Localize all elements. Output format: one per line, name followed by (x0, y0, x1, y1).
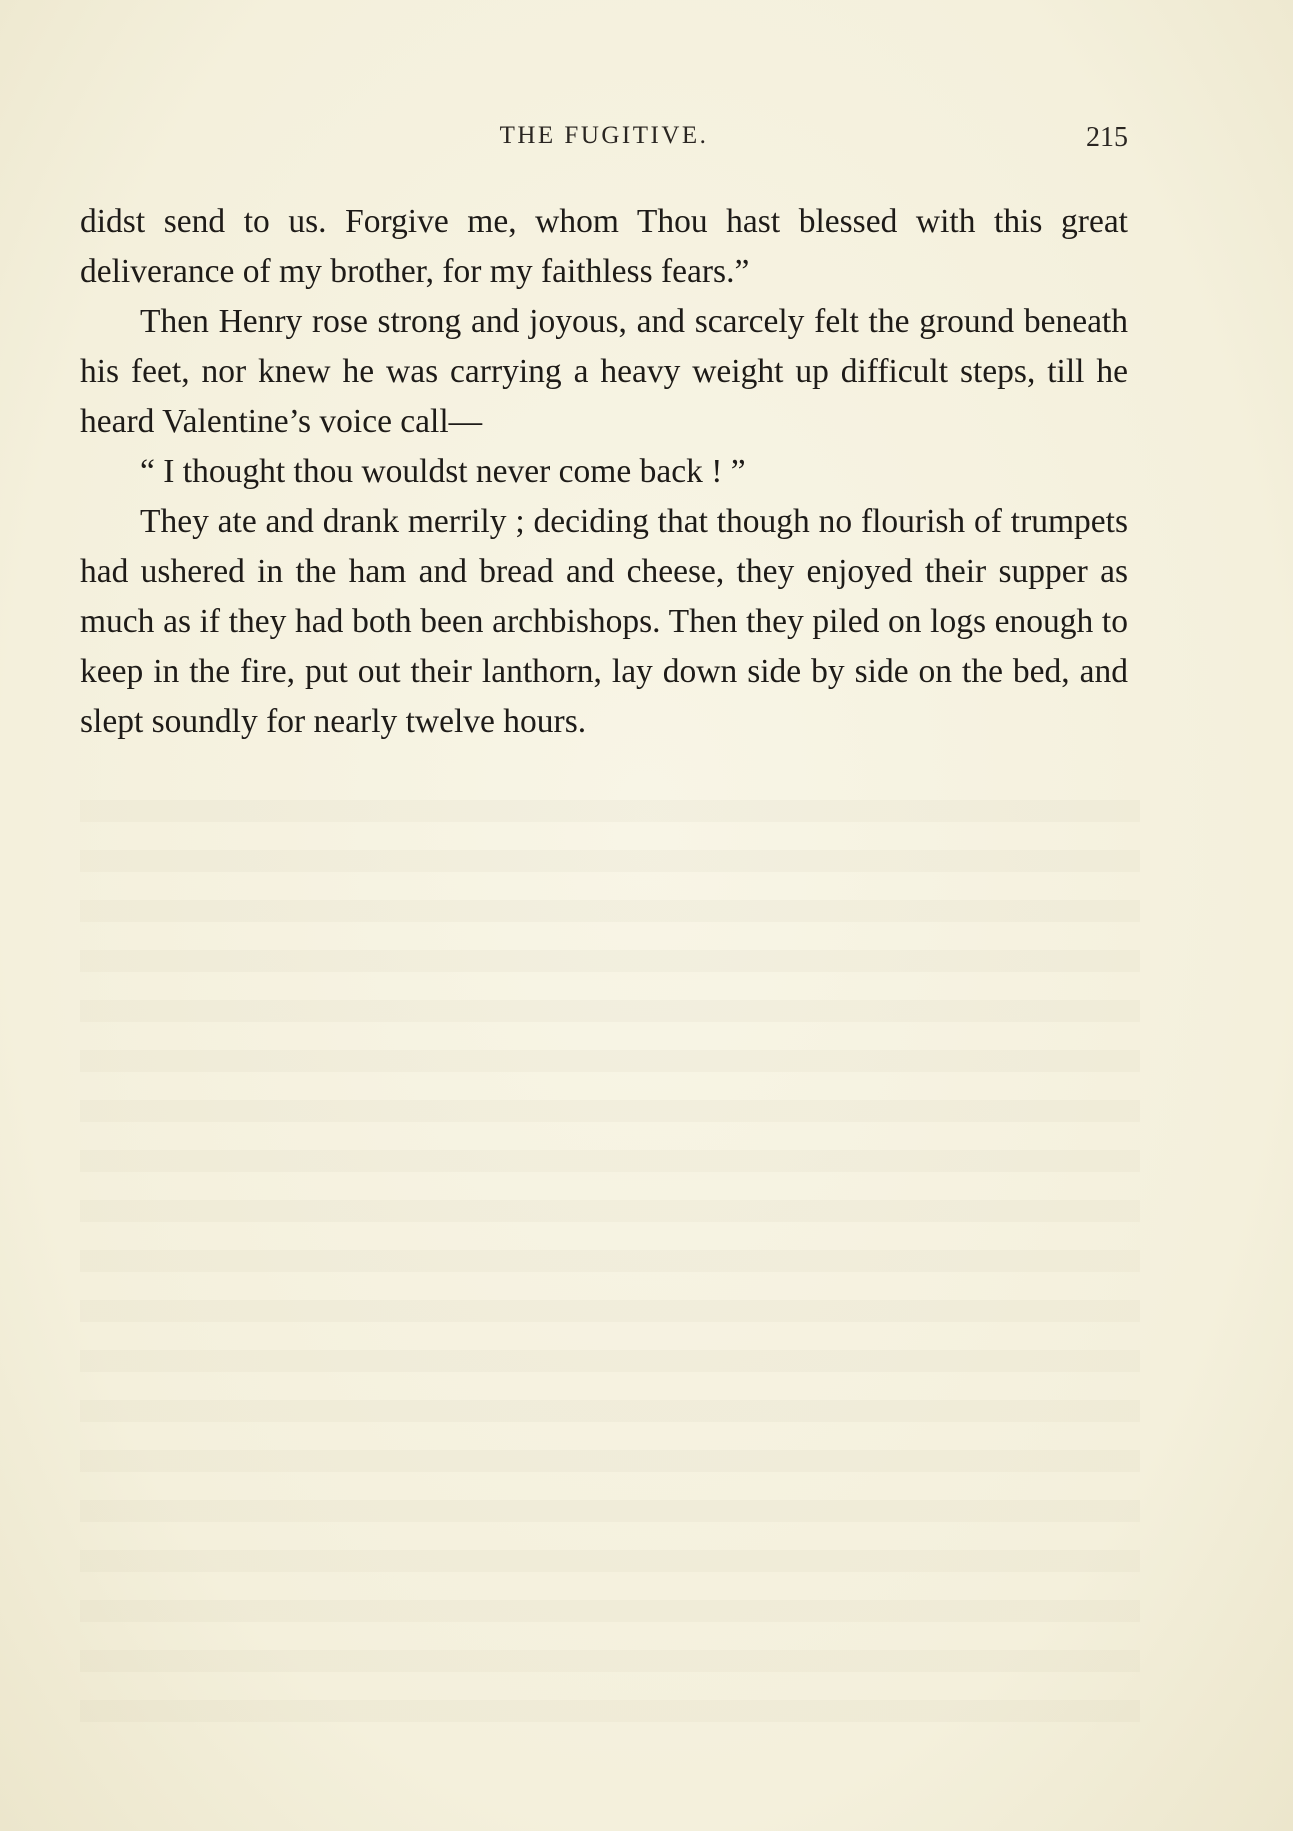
page-number: 215 (1086, 122, 1128, 153)
page-header (80, 122, 1128, 162)
paragraph-1: didst send to us. Forgive me, whom Thou hast blessed with this great deliverance of my brother, for my faithless fears.” (80, 203, 1128, 290)
paragraph-3: “ I thought thou wouldst never come back ! ” (140, 453, 746, 490)
paragraph-2: Then Henry rose strong and joyous, and scarcely felt the ground beneath his feet, nor knew he was carrying a heavy weight up difficult steps, till he heard Valentine’s voice call— (80, 303, 1128, 440)
show-through-text (80, 800, 1140, 1750)
running-title: THE FUGITIVE. (499, 122, 709, 149)
body-text (80, 197, 1128, 747)
paragraph-4: They ate and drank merrily ; deciding that though no flourish of trumpets had ushered in the ham and bread and cheese, they enjoyed their supper as much as if they had both been archbishops. Then they piled on logs enough to keep in the fire, put out their lanthorn, lay down side by side on the bed, and slept soundly for nearly twelve hours. (80, 503, 1128, 740)
